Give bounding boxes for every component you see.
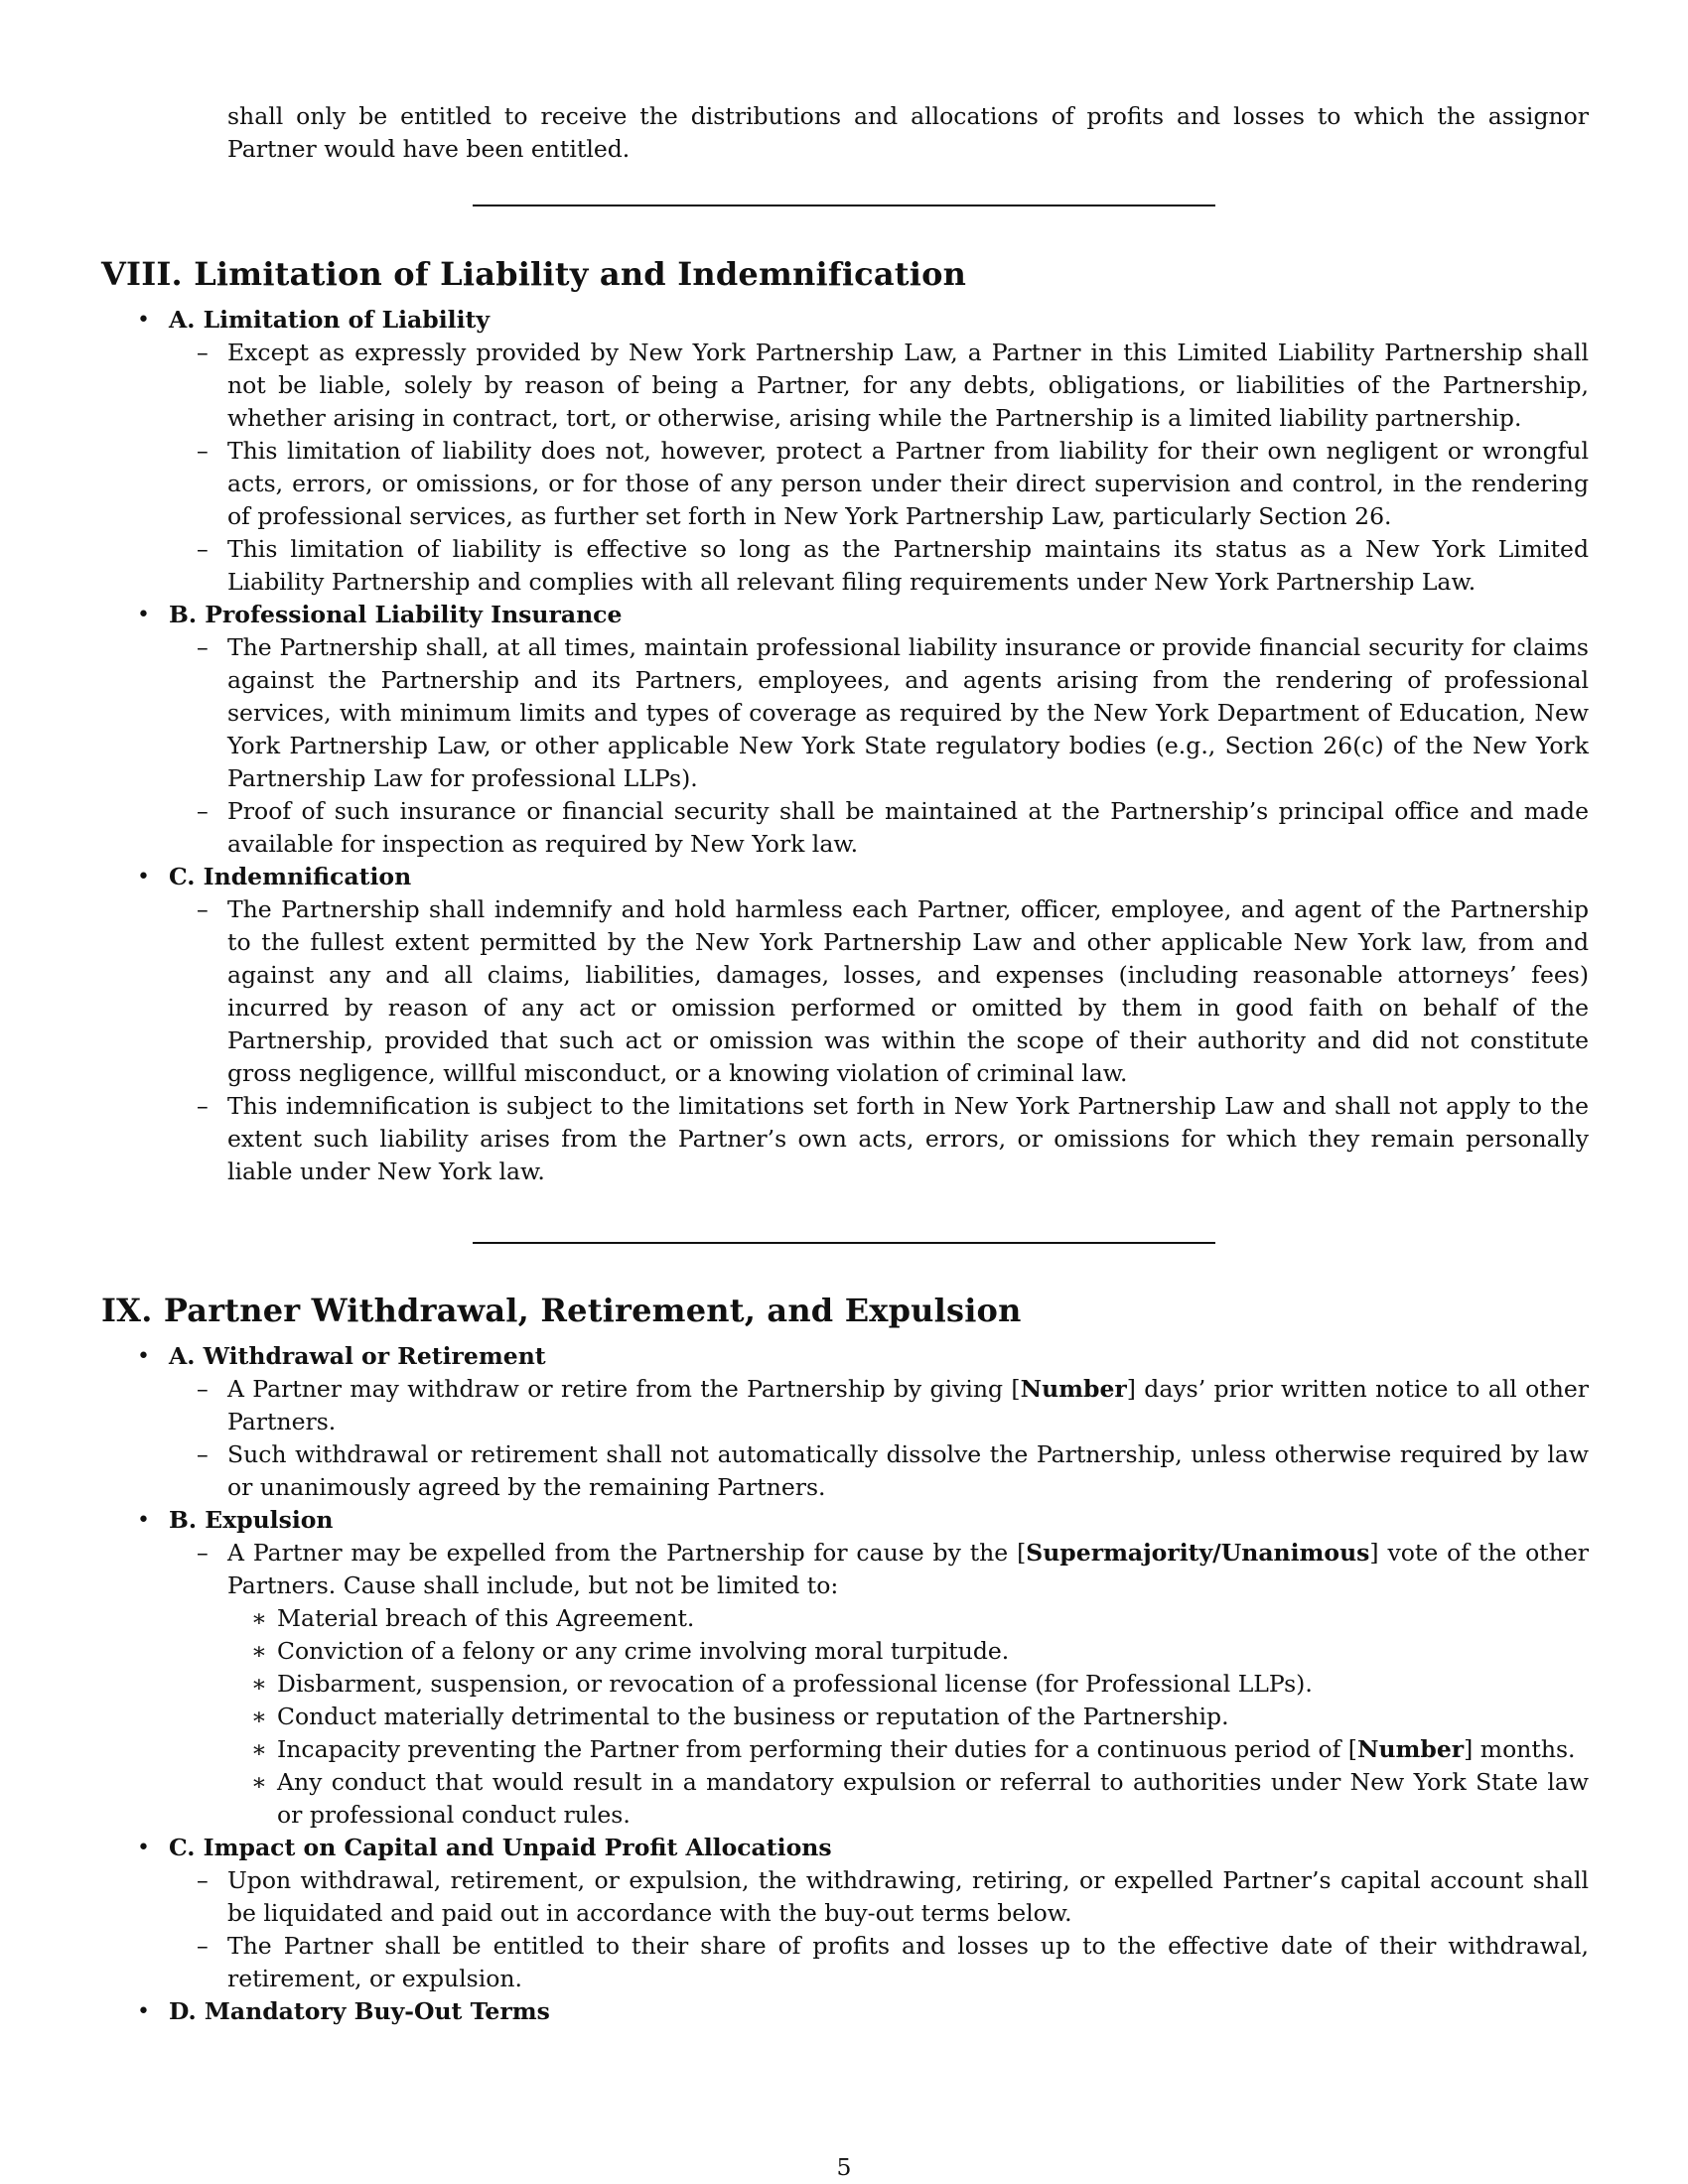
asterisk-icon: ∗ [251, 1637, 267, 1665]
section-9-title: IX. Partner Withdrawal, Retirement, and Expulsion [101, 1292, 1022, 1329]
list-item [169, 1438, 1589, 1504]
page-number: 5 [836, 2153, 852, 2181]
list-item-text: The Partnership shall indemnify and hold harmless each Partner, officer, employee, and agent of the Partnership to the fullest extent permitted by the New York Partnership Law and other applicable New York law, from and against any and all claims, liabilities, damages, losses, and expenses (including reasonable attorneys’ fees) incurred by reason of any act or omission performed or omitted by them in good faith on behalf of the Partnership, provided that such act or omission was within the scope of their authority and did not constitute gross negligence, willful misconduct, or a knowing violation of criminal law. [227, 895, 1589, 1087]
text-run: A Partner may withdraw or retire from the Partnership by giving [ [227, 1375, 1021, 1403]
list-item [169, 337, 1589, 435]
section-9-a [101, 1340, 1589, 1504]
list-item-text: This indemnification is subject to the limitations set forth in New York Partnership Law and shall not apply to the extent such liability arises from the Partner’s own acts, errors, or omissions for which they remain personally liable under New York law. [227, 1092, 1589, 1185]
dash-icon: – [197, 535, 209, 563]
section-9-d [101, 1995, 1589, 2028]
bullet-icon: • [137, 603, 150, 627]
list-item-text: Proof of such insurance or financial security shall be maintained at the Partnership’s principal office and made available for inspection as required by New York law. [227, 797, 1589, 858]
asterisk-icon: ∗ [251, 1768, 267, 1796]
section-9-b-title: B. Expulsion [169, 1506, 334, 1534]
list-item-text: This limitation of liability is effective so long as the Partnership maintains its status as a New York Limited Liability Partnership and complies with all relevant filing requirements under New York Partnership Law. [227, 535, 1589, 596]
text-run: Incapacity preventing the Partner from performing their duties for a continuous period of [ [277, 1735, 1357, 1763]
section-9-a-title: A. Withdrawal or Retirement [169, 1342, 546, 1370]
cause-item [227, 1602, 1589, 1635]
list-item-text: The Partner shall be entitled to their share of profits and losses up to the effective date of their withdrawal, retirement, or expulsion. [227, 1932, 1589, 1992]
list-item-text: Upon withdrawal, retirement, or expulsion, the withdrawing, retiring, or expelled Partner’s capital account shall be liquidated and paid out in accordance with the buy-out terms below. [227, 1866, 1589, 1927]
placeholder-field: Supermajority/Unanimous [1026, 1539, 1370, 1567]
dash-icon: – [197, 1866, 209, 1894]
list-item [169, 795, 1589, 861]
text-run: ] days’ prior written notice to all other Partners. [227, 1375, 1589, 1435]
cause-item [227, 1701, 1589, 1733]
list-item-text: The Partnership shall, at all times, maintain professional liability insurance or provide financial security for claims against the Partnership and its Partners, employees, and agents arising from the rendering of professional services, with minimum limits and types of coverage as required by the New York Department of Education, New York Partnership Law, or other applicable New York State regulatory bodies (e.g., Section 26(c) of the New York Partnership Law for professional LLPs). [227, 633, 1589, 792]
bullet-icon: • [137, 1999, 150, 2024]
bullet-icon: • [137, 1508, 150, 1533]
section-9-list [101, 1340, 1589, 2028]
section-9 [101, 1291, 1589, 2028]
dash-icon: – [197, 1440, 209, 1468]
dash-icon: – [197, 339, 209, 366]
bullet-icon: • [137, 1836, 150, 1860]
section-8-b [101, 599, 1589, 861]
section-9-d-title: D. Mandatory Buy-Out Terms [169, 1997, 550, 2025]
section-8-list [101, 304, 1589, 1188]
placeholder-field: Number [1020, 1375, 1127, 1403]
section-8 [101, 254, 1589, 1188]
list-item [169, 1864, 1589, 1930]
dash-icon: – [197, 437, 209, 465]
cause-text: Any conduct that would result in a mandatory expulsion or referral to authorities under New York State law or professional conduct rules. [277, 1768, 1589, 1829]
bullet-icon: • [137, 865, 150, 889]
text-run: ] months. [1464, 1735, 1576, 1763]
dash-icon: – [197, 1539, 209, 1567]
asterisk-icon: ∗ [251, 1670, 267, 1698]
dash-icon: – [197, 1092, 209, 1120]
list-item [169, 893, 1589, 1090]
dash-icon: – [197, 1375, 209, 1403]
asterisk-icon: ∗ [251, 1735, 267, 1763]
cause-text: Conviction of a felony or any crime involving moral turpitude. [277, 1637, 1010, 1665]
list-item-text: This limitation of liability does not, however, protect a Partner from liability for their own negligent or wrongful acts, errors, or omissions, or for those of any person under their direct supervision and control, in the rendering of professional services, as further set forth in New York Partnership Law, particularly Section 26. [227, 437, 1589, 530]
list-item [169, 1537, 1589, 1832]
list-item [169, 435, 1589, 533]
section-9-c [101, 1832, 1589, 1995]
placeholder-field: Number [1356, 1735, 1465, 1763]
list-item [169, 533, 1589, 599]
cause-item [227, 1668, 1589, 1701]
text-run: ] vote of the other Partners. Cause shall include, but not be limited to: [227, 1539, 1589, 1599]
dash-icon: – [197, 797, 209, 825]
section-8-c-title: C. Indemnification [169, 863, 412, 890]
cause-item [227, 1733, 1589, 1766]
bullet-icon: • [137, 308, 150, 333]
section-8-title: VIII. Limitation of Liability and Indemnification [101, 255, 967, 293]
cause-item [227, 1635, 1589, 1668]
text-run: A Partner may be expelled from the Partnership for cause by the [ [227, 1539, 1027, 1567]
section-8-c [101, 861, 1589, 1188]
section-8-a [101, 304, 1589, 599]
lead-paragraph: shall only be entitled to receive the distributions and allocations of profits and losses to which the assignor Partner would have been entitled. [227, 102, 1589, 163]
asterisk-icon: ∗ [251, 1703, 267, 1730]
list-item [169, 1090, 1589, 1188]
section-divider [473, 205, 1215, 206]
list-item [169, 1930, 1589, 1995]
dash-icon: – [197, 633, 209, 661]
cause-text: Material breach of this Agreement. [277, 1604, 695, 1632]
asterisk-icon: ∗ [251, 1604, 267, 1632]
section-9-b [101, 1504, 1589, 1832]
bullet-icon: • [137, 1344, 150, 1369]
section-9-c-title: C. Impact on Capital and Unpaid Profit Allocations [169, 1834, 832, 1861]
list-item [169, 631, 1589, 795]
dash-icon: – [197, 895, 209, 923]
section-divider [473, 1242, 1215, 1244]
list-item-text: Such withdrawal or retirement shall not automatically dissolve the Partnership, unless otherwise required by law or unanimously agreed by the remaining Partners. [227, 1440, 1589, 1501]
list-item-text: Except as expressly provided by New York Partnership Law, a Partner in this Limited Liability Partnership shall not be liable, solely by reason of being a Partner, for any debts, obligations, or liabilities of the Partnership, whether arising in contract, tort, or otherwise, arising while the Partnership is a limited liability partnership. [227, 339, 1589, 432]
dash-icon: – [197, 1932, 209, 1960]
cause-text: Disbarment, suspension, or revocation of a professional license (for Professional LLPs). [277, 1670, 1313, 1698]
section-8-b-title: B. Professional Liability Insurance [169, 601, 623, 628]
cause-item [227, 1766, 1589, 1832]
section-8-a-title: A. Limitation of Liability [169, 306, 491, 334]
list-item [169, 1373, 1589, 1438]
cause-text: Conduct materially detrimental to the business or reputation of the Partnership. [277, 1703, 1229, 1730]
